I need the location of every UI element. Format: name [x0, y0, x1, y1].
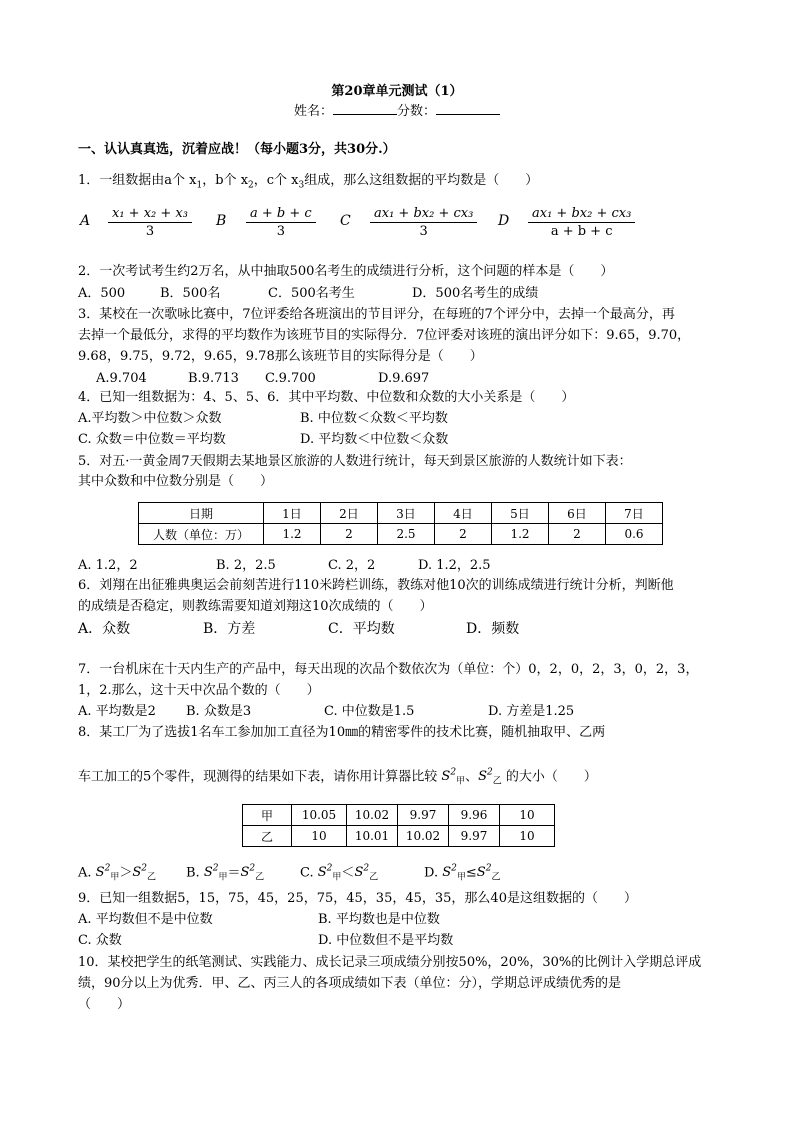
- q2-option-d[interactable]: D．500名考生的成绩: [412, 286, 539, 301]
- q1-option-b-label: B: [216, 213, 227, 229]
- q5-option-b[interactable]: B. 2，2.5: [216, 558, 276, 573]
- question-8-line-2: 车工加工的5个零件，现测得的结果如下表，请你用计算器比较 $S^2_甲$、$S^2_乙$ 的大小（ ）: [78, 768, 597, 787]
- q7-option-b[interactable]: B. 众数是3: [186, 704, 252, 719]
- q7-option-d[interactable]: D. 方差是1.25: [488, 704, 575, 719]
- q8-s-jia: $S^2_甲$: [441, 768, 466, 787]
- q1-sub3: 3: [298, 180, 305, 191]
- table-cell: 甲: [243, 805, 292, 826]
- q1-sub2: 2: [248, 180, 254, 191]
- question-7-line-2: 1，2.那么，这十天中次品个数的（ ）: [78, 683, 320, 698]
- q1-option-b[interactable]: [216, 213, 226, 229]
- q2-option-b[interactable]: B．500名: [160, 286, 221, 301]
- q5-table: [138, 502, 663, 545]
- q9-option-d[interactable]: D. 中位数但不是平均数: [318, 933, 454, 948]
- question-10-line-1: 10．某校把学生的纸笔测试、实践能力、成长记录三项成绩分别按50%，20%，30%的比例计入学期总评成: [78, 955, 702, 970]
- name-score-row: [0, 100, 794, 119]
- q1-text-d: 组成，那么这组数据的平均数是（ ）: [304, 173, 539, 188]
- q8-option-c[interactable]: C. $S^2_甲<S^2_乙$: [300, 864, 379, 883]
- q1-option-c-label: C: [340, 213, 351, 229]
- question-3-line-2: 去掉一个最低分，求得的平均数作为该班节目的实际得分．7位评委对该班的演出评分如下：9.65，9.70，: [78, 328, 691, 343]
- table-cell: 6日: [549, 503, 606, 524]
- q9-option-b[interactable]: B. 平均数也是中位数: [318, 912, 440, 927]
- q4-option-c[interactable]: C. 众数＝中位数＝平均数: [78, 432, 226, 447]
- table-row: [243, 805, 555, 826]
- q1-option-a-label: A: [80, 213, 91, 229]
- q1-c-numerator: ax₁ + bx₂ + cx₃: [370, 206, 477, 223]
- question-8-line-1: 8．某工厂为了选拔1名车工参加加工直径为10㎜的精密零件的技术比赛，随机抽取甲、乙两: [78, 725, 606, 740]
- table-row: [139, 503, 663, 524]
- q2-option-c[interactable]: C．500名考生: [268, 286, 355, 301]
- q8-option-d[interactable]: D. $S^2_甲\le S^2_乙$: [424, 864, 501, 883]
- section-heading: 一、认认真真选，沉着应战！（每小题3分，共30分.）: [78, 142, 396, 157]
- q1-option-c-frac: [370, 206, 477, 239]
- table-cell: 7日: [606, 503, 663, 524]
- q8-option-b[interactable]: B. $S^2_甲=S^2_乙$: [186, 864, 265, 883]
- q5-option-d[interactable]: D. 1.2，2.5: [418, 558, 491, 573]
- q6-option-a[interactable]: A．众数: [78, 621, 131, 637]
- table-cell: 9.96: [449, 805, 500, 826]
- question-10-line-2: 绩，90分以上为优秀．甲、乙、丙三人的各项成绩如下表（单位：分），学期总评成绩优秀的是: [78, 976, 622, 991]
- page-title: 第20章单元测试（1）: [331, 84, 463, 99]
- q6-option-d[interactable]: D．频数: [466, 621, 520, 637]
- table-cell: 1.2: [264, 524, 321, 545]
- question-3-line-3: 9.68，9.75，9.72，9.65，9.78那么该班节目的实际得分是（ ）: [78, 349, 483, 364]
- q1-text-b: ，b个 x: [202, 173, 249, 188]
- table-cell: 10.05: [292, 805, 347, 826]
- table-cell: 4日: [435, 503, 492, 524]
- table-cell: 乙: [243, 826, 292, 847]
- q8-line2-text: 车工加工的5个零件，现测得的结果如下表，请你用计算器比较: [78, 769, 438, 785]
- table-row: [139, 524, 663, 545]
- q1-option-d-frac: [528, 206, 635, 239]
- table-cell: 3日: [378, 503, 435, 524]
- table-cell: 10: [500, 826, 555, 847]
- q1-a-numerator: x₁ + x₂ + x₃: [108, 206, 192, 223]
- q1-text-c: ，c个 x: [253, 173, 299, 188]
- table-cell: 9.97: [398, 805, 449, 826]
- q1-option-b-frac: [246, 206, 316, 239]
- name-label: 姓名：: [293, 104, 333, 119]
- table-row: [243, 826, 555, 847]
- q9-option-a[interactable]: A. 平均数但不是中位数: [78, 912, 213, 927]
- q1-a-denominator: 3: [145, 224, 155, 239]
- table-cell: 2: [321, 524, 378, 545]
- q8-s-yi: $S^2_乙$: [478, 768, 502, 787]
- q1-b-denominator: 3: [276, 224, 285, 239]
- table-cell: 人数（单位：万）: [139, 524, 264, 545]
- q3-option-b[interactable]: B.9.713: [188, 371, 239, 386]
- q1-text-a: 1．一组数据由a个 x: [78, 173, 197, 188]
- q3-option-d[interactable]: D.9.697: [378, 371, 430, 386]
- table-cell: 日期: [139, 503, 264, 524]
- q7-option-a[interactable]: A. 平均数是2: [78, 704, 156, 719]
- q3-option-c[interactable]: C.9.700: [265, 371, 316, 386]
- table-cell: 10: [292, 826, 347, 847]
- table-cell: 2日: [321, 503, 378, 524]
- q1-option-c[interactable]: [340, 213, 351, 229]
- q6-option-b[interactable]: B．方差: [203, 621, 256, 637]
- q2-option-a[interactable]: A．500: [78, 286, 126, 301]
- q1-option-a-frac: [108, 206, 192, 239]
- q1-option-d-label: D: [498, 213, 510, 229]
- q8-table: [242, 804, 555, 847]
- score-label: 分数：: [397, 104, 437, 119]
- table-cell: 10.01: [347, 826, 398, 847]
- q1-option-a[interactable]: [80, 213, 90, 229]
- score-blank[interactable]: [436, 102, 500, 115]
- name-blank[interactable]: [333, 102, 397, 115]
- table-cell: 10.02: [347, 805, 398, 826]
- table-cell: 10: [500, 805, 555, 826]
- question-5-line-2: 其中众数和中位数分别是（ ）: [78, 474, 274, 489]
- q1-option-d[interactable]: [498, 213, 509, 229]
- question-5-line-1: 5．对五·一黄金周7天假期去某地景区旅游的人数进行统计，每天到景区旅游的人数统计如下表：: [78, 454, 632, 469]
- q1-d-denominator: a + b + c: [550, 224, 613, 239]
- q1-b-numerator: a + b + c: [246, 206, 316, 223]
- table-cell: 0.6: [606, 524, 663, 545]
- q7-option-c[interactable]: C. 中位数是1.5: [324, 704, 415, 719]
- table-cell: 10.02: [398, 826, 449, 847]
- q9-option-c[interactable]: C. 众数: [78, 933, 122, 948]
- q5-option-a[interactable]: A. 1.2，2: [78, 558, 138, 573]
- question-2: 2．一次考试考生约2万名，从中抽取500名考生的成绩进行分析，这个问题的样本是（ ）: [78, 264, 614, 279]
- q4-option-b[interactable]: B. 中位数＜众数＜平均数: [300, 411, 448, 426]
- q3-option-a[interactable]: A.9.704: [96, 371, 147, 386]
- table-cell: 1.2: [492, 524, 549, 545]
- question-10-line-3: （ ）: [78, 997, 131, 1012]
- q8-line2-tail: 的大小（ ）: [505, 769, 597, 785]
- table-cell: 2: [435, 524, 492, 545]
- q5-option-c[interactable]: C. 2，2: [328, 558, 376, 573]
- table-cell: 1日: [264, 503, 321, 524]
- q1-d-numerator: ax₁ + bx₂ + cx₃: [528, 206, 635, 223]
- q6-option-c[interactable]: C．平均数: [328, 621, 395, 637]
- question-9: 9．已知一组数据5，15，75，45，25，75，45，35，45，35，那么40是这组数据的（ ）: [78, 891, 637, 906]
- question-3-line-1: 3．某校在一次歌咏比赛中，7位评委给各班演出的节目评分，在每班的7个评分中，去掉一个最高分，再: [78, 307, 675, 322]
- table-cell: 2.5: [378, 524, 435, 545]
- q1-c-denominator: 3: [419, 224, 428, 239]
- q1-sub1: 1: [196, 180, 203, 191]
- question-6-line-1: 6．刘翔在出征雅典奥运会前刻苦进行110米跨栏训练，教练对他10次的训练成绩进行统计分析，判断他: [78, 578, 674, 593]
- q4-option-d[interactable]: D. 平均数＜中位数＜众数: [300, 432, 449, 447]
- question-4: 4．已知一组数据为：4、5、5、6．其中平均数、中位数和众数的大小关系是（ ）: [78, 390, 575, 405]
- table-cell: 2: [549, 524, 606, 545]
- question-1: [78, 172, 538, 195]
- question-6-line-2: 的成绩是否稳定，则教练需要知道刘翔这10次成绩的（ ）: [78, 599, 433, 614]
- table-cell: 5日: [492, 503, 549, 524]
- q8-option-a[interactable]: A. $S^2_甲>S^2_乙$: [78, 864, 156, 883]
- q4-option-a[interactable]: A.平均数＞中位数＞众数: [78, 411, 222, 426]
- question-7-line-1: 7．一台机床在十天内生产的产品中，每天出现的次品个数依次为（单位：个）0，2，0，2，3，0，2，3，: [78, 662, 699, 677]
- table-cell: 9.97: [449, 826, 500, 847]
